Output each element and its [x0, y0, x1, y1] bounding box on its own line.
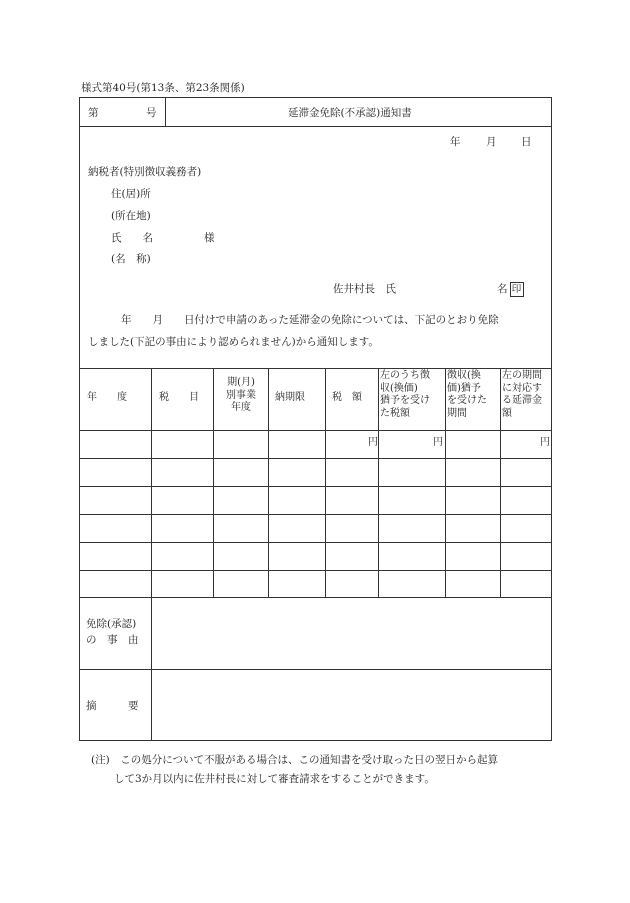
summary-label: 摘 要: [86, 700, 139, 712]
body-text-line2: しました(下記の事由により認められません)から通知します。: [88, 336, 379, 348]
honorific-label: 様: [204, 232, 215, 244]
table-col-line: [378, 368, 379, 597]
number-suffix: 号: [146, 107, 157, 119]
footnote: [91, 751, 498, 789]
table-row-line: [79, 570, 552, 571]
header-period: 期(月) 別事業 年度: [226, 377, 256, 413]
date-year: 年: [450, 136, 461, 148]
table-col-line: [268, 368, 269, 597]
header-suspended-amount: 左のうち徴 収(換価) 猶予を受け た税額: [380, 370, 430, 419]
header-suspension-period: 徴収(換 価)猶予 を受けた 期間: [447, 370, 487, 419]
header-due-date: 納期限: [275, 392, 305, 403]
issuer-name-label: [497, 281, 524, 297]
date-day: 日: [521, 136, 532, 148]
table-col-line: [325, 368, 326, 597]
header-delinquency-amount: 左の期間 に対応す る延滞金 額: [502, 370, 542, 419]
divider: [165, 97, 166, 126]
table-row-line: [79, 458, 552, 459]
footnote-line2: して3か月以内に佐井村長に対して審査請求をすることができます。: [114, 773, 435, 785]
table-header-bottom: [79, 430, 552, 431]
table-row-line: [79, 514, 552, 515]
name-label: 氏 名: [111, 232, 153, 244]
header-tax-item: 税 目: [159, 392, 199, 403]
yen-unit-delinquency-amount: 円: [540, 437, 550, 448]
table-col-line: [500, 368, 501, 597]
corporate-name-label: (名 称): [111, 253, 151, 265]
header-tax-amount: 税 額: [332, 392, 362, 403]
table-bottom-border: [79, 597, 552, 598]
document-title: 延滞金免除(不承認)通知書: [288, 107, 412, 119]
form-number-label: 様式第40号(第13条、第23条関係): [81, 82, 245, 94]
footnote-line1: (注) この処分について不服がある場合は、この通知書を受け取った日の翌日から起算: [91, 754, 498, 766]
address-label: 住(居)所: [111, 188, 151, 200]
yen-unit-suspended-amount: 円: [433, 437, 443, 448]
location-label: (所在地): [111, 210, 151, 222]
body-text-line1: 年 月 日付けで申請のあった延滞金の免除については、下記のとおり免除: [121, 314, 499, 326]
table-row-line: [79, 486, 552, 487]
reason-label: 免除(承認) の 事 由: [86, 618, 139, 646]
issuer-title: 佐井村長 氏: [333, 283, 396, 295]
divider: [79, 126, 552, 127]
number-prefix: 第: [88, 107, 99, 119]
seal-mark: 印: [510, 282, 524, 297]
table-col-line: [213, 368, 214, 597]
issuer-name-mei: 名: [497, 283, 508, 295]
header-fiscal-year: 年 度: [87, 392, 127, 403]
taxpayer-label: 納税者(特別徴収義務者): [88, 166, 202, 178]
label-col-line: [151, 597, 152, 741]
table-col-line: [445, 368, 446, 597]
yen-unit-tax-amount: 円: [368, 437, 378, 448]
table-row-line: [79, 542, 552, 543]
reason-bottom-border: [79, 669, 552, 670]
date-month: 月: [486, 136, 497, 148]
table-top-border: [79, 368, 552, 369]
table-col-line: [151, 368, 152, 597]
